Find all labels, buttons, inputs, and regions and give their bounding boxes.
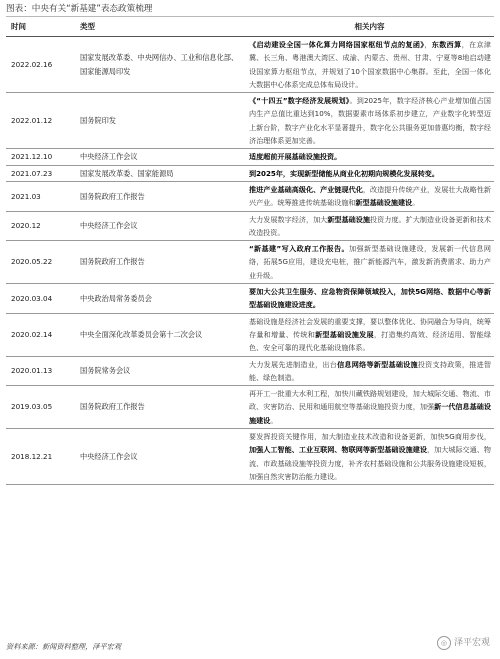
table-row xyxy=(6,211,494,241)
cell-type: 国务院政府工作报告 xyxy=(75,241,245,284)
cell-time: 2022.02.16 xyxy=(6,37,75,93)
watermark-text: 泽平宏观 xyxy=(453,638,490,648)
content-text: 再开工一批重大水利工程，加快川藏铁路规划建设，加大城际交通、物流、市政、灾害防治、民用和通用航空等基础设施投资力度，加强 xyxy=(249,389,491,412)
cell-content xyxy=(245,429,494,485)
cell-time: 2021.12.10 xyxy=(6,149,75,165)
cell-type: 中央经济工作会议 xyxy=(75,429,245,485)
table-body xyxy=(6,37,494,485)
cell-content xyxy=(245,149,494,165)
cell-content xyxy=(245,93,494,149)
cell-type: 国家发展改革委、中央网信办、工业和信息化部、国家能源局印发 xyxy=(75,37,245,93)
content-bold-text: 新型基础设施建设 xyxy=(355,198,413,208)
cell-type: 国务院常务会议 xyxy=(75,356,245,386)
content-bold-text: 要加大公共卫生服务、应急物资保障领域投入，加快5G网络、数据中心等新型基础设施建设进度。 xyxy=(249,287,491,310)
cell-time: 2020.12 xyxy=(6,211,75,241)
content-bold-text: 适度超前开展基础设施投资。 xyxy=(249,152,342,162)
content-text: 。到2025年，数字经济核心产业增加值占国内生产总值比重达到10%，数据要素市场体系初步建立，产业数字化转型迈上新台阶，数字产业化水平显著提升，数字化公共服务更加普惠均衡，数字经济治理体系更加完善。 xyxy=(249,96,491,146)
cell-time: 2021.07.23 xyxy=(6,165,75,181)
watermark xyxy=(437,636,490,650)
content-text: 大力发展数字经济，加大 xyxy=(249,214,328,224)
content-text: 投资力度。扩大制造业设备更新和技术改造投资。 xyxy=(249,214,492,237)
content-text: 加强新型基础设施建设，发展新一代信息网络，拓展5G应用，建设充电桩，推广新能源汽车，激发新消费需求、助力产业升级。 xyxy=(249,244,492,280)
cell-content xyxy=(245,211,494,241)
content-text: 大力发展先进制造业，出台 xyxy=(249,359,338,369)
table-row xyxy=(6,37,494,93)
content-bold-text: 新型基础设施发展 xyxy=(315,329,374,339)
table-row xyxy=(6,149,494,165)
source-note: 资料来源：新闻资料整理，泽平宏观 xyxy=(6,642,122,651)
cell-type: 中央全面深化改革委员会第十二次会议 xyxy=(75,313,245,356)
content-bold-text: 信息网络等新型基础设施 xyxy=(337,359,418,369)
cell-time: 2020.05.22 xyxy=(6,241,75,284)
cell-content xyxy=(245,356,494,386)
cell-time: 2020.01.13 xyxy=(6,356,75,386)
content-text: 基础设施是经济社会发展的重要支撑，要以整体优化、协同融合为导向，统筹存量和增量、传统和 xyxy=(249,316,491,339)
table-row xyxy=(6,429,494,485)
cell-type: 中央政治局常务委员会 xyxy=(75,284,245,314)
content-bold-text: 新一代信息基础设施建设 xyxy=(249,402,492,425)
content-text: ，加大城际交通、物流、市政基础设施等投资力度，补齐农村基础设施和公共服务设施建设短板，加强自然灾害防治能力建设。 xyxy=(249,445,492,481)
cell-time: 2020.03.04 xyxy=(6,284,75,314)
cell-time: 2019.03.05 xyxy=(6,386,75,429)
content-bold-text: 加强人工智能、工业互联网、物联网等新型基础设施建设 xyxy=(249,445,427,455)
table-row xyxy=(6,386,494,429)
cell-time: 2022.01.12 xyxy=(6,93,75,149)
header-content: 相关内容 xyxy=(245,17,494,37)
table-row xyxy=(6,93,494,149)
content-text: ，打造集约高效、经济适用、智能绿色、安全可靠的现代化基础设施体系。 xyxy=(249,329,492,353)
content-bold-text: 到2025年，实现新型储能从商业化初期向规模化发展转变。 xyxy=(249,168,439,178)
cell-time: 2018.12.21 xyxy=(6,429,75,485)
table-row xyxy=(6,241,494,284)
cell-type: 中央经济工作会议 xyxy=(75,211,245,241)
header-type: 类型 xyxy=(75,17,245,37)
cell-type: 国务院印发 xyxy=(75,93,245,149)
cell-content xyxy=(245,284,494,314)
content-text: ， xyxy=(424,40,432,49)
cell-type: 国务院政府工作报告 xyxy=(75,181,245,211)
content-text: 投资支持政策，推进智能、绿色制造。 xyxy=(249,359,492,382)
content-text: ，在京津冀、长三角、粤港澳大湾区、成渝、内蒙古、贵州、甘肃、宁夏等8地启动建设国家算力枢纽节点，并规划了10个国家数据中心集群。至此，全国一体化大数据中心体系完成总体布局设计。 xyxy=(249,40,492,89)
header-time: 时间 xyxy=(6,17,75,37)
cell-content xyxy=(245,181,494,211)
cell-time: 2021.03 xyxy=(6,181,75,211)
content-bold-text: 东数西算 xyxy=(431,40,462,49)
watermark-logo-icon: ◎ xyxy=(437,636,451,650)
cell-type: 国家发展改革委、国家能源局 xyxy=(75,165,245,181)
content-bold-text: “新基建”写入政府工作报告。 xyxy=(249,244,350,254)
content-text: ，改造提升传统产业，发展壮大战略性新兴产业。统筹推进传统基础设施和 xyxy=(249,184,492,208)
cell-content xyxy=(245,37,494,93)
content-bold-text: 新型基础设施 xyxy=(327,214,371,224)
content-bold-text: 推进产业基础高级化、产业链现代化 xyxy=(249,184,363,194)
content-bold-text: 《启动建设全国一体化算力网络国家枢纽节点的复函》 xyxy=(249,40,425,49)
cell-content xyxy=(245,313,494,356)
table-caption: 图表：中央有关“新基建”表态政策梳理 xyxy=(6,2,494,17)
table-row xyxy=(6,313,494,356)
content-text: 。 xyxy=(412,198,420,208)
content-bold-text: 《“十四五”数字经济发展规划》 xyxy=(249,96,350,106)
cell-content xyxy=(245,386,494,429)
content-text: 要发挥投资关键作用，加大制造业技术改造和设备更新，加快5G商用步伐， xyxy=(249,432,491,442)
cell-type: 中央经济工作会议 xyxy=(75,149,245,165)
content-text: 。 xyxy=(270,415,278,425)
cell-content xyxy=(245,241,494,284)
table-row xyxy=(6,165,494,181)
cell-content xyxy=(245,165,494,181)
table-row xyxy=(6,284,494,314)
cell-time: 2020.02.14 xyxy=(6,313,75,356)
table-header xyxy=(6,17,494,37)
policy-table xyxy=(6,17,494,485)
cell-type: 国务院政府工作报告 xyxy=(75,386,245,429)
table-row xyxy=(6,181,494,211)
table-row xyxy=(6,356,494,386)
